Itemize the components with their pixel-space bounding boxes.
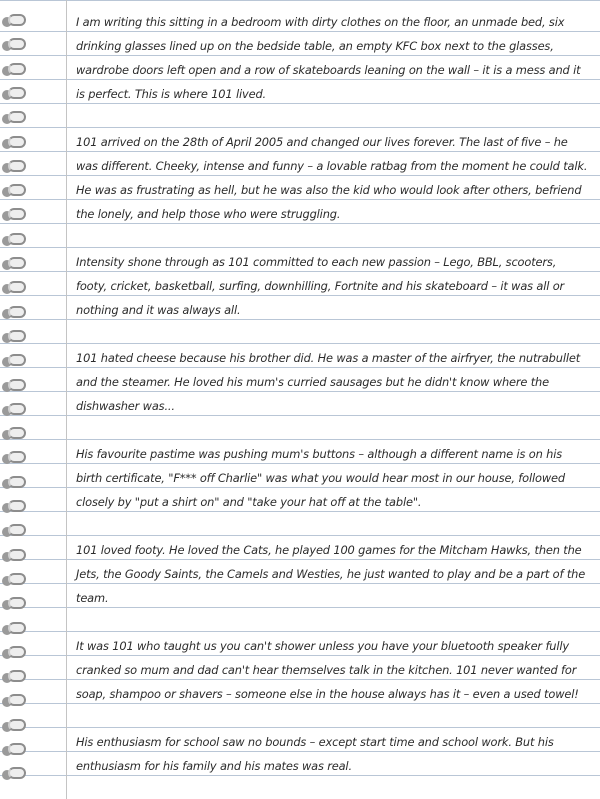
binding-ring [8,670,26,682]
binding-ring [8,500,26,512]
binding-ring [8,208,26,220]
binding-ring [8,403,26,415]
spiral-binding [0,0,30,799]
binding-ring [8,549,26,561]
binding-ring [8,524,26,536]
binding-ring [8,379,26,391]
binding-ring [8,257,26,269]
binding-ring [8,233,26,245]
handwritten-text [76,10,588,799]
binding-ring [8,87,26,99]
paragraph-pastime: His favourite pastime was pushing mum's buttons – although a different name is on his birth certificate, "F*** off Charlie" was what you would hear most in our house, followed closely by "put a shirt on" and "take your hat off at the table". [76,447,565,509]
binding-ring [8,330,26,342]
binding-ring [8,354,26,366]
paragraph-cheese: 101 hated cheese because his brother did. He was a master of the airfryer, the nutrabullet and the steamer. He loved his mum's curried sausages but he didn't know where the dishwasher was... [76,351,581,413]
binding-ring [8,476,26,488]
binding-ring [8,694,26,706]
binding-ring [8,597,26,609]
margin-line [66,0,67,799]
binding-ring [8,451,26,463]
binding-ring [8,427,26,439]
binding-ring [8,767,26,779]
binding-ring [8,38,26,50]
paragraph-school: His enthusiasm for school saw no bounds – except start time and school work. But his enthusiasm for his family and his mates was real. [76,735,554,773]
paragraph-bedroom: I am writing this sitting in a bedroom with dirty clothes on the floor, an unmade bed, six drinking glasses lined up on the bedside table, an empty KFC box next to the glasses, wardrobe doors left open and a row of skateboards leaning on the wall – it is a mess and it is perfect. This is where 101 lived. [76,15,581,101]
binding-ring [8,160,26,172]
binding-ring [8,743,26,755]
binding-ring [8,573,26,585]
paragraph-intensity: Intensity shone through as 101 committed to each new passion – Lego, BBL, scooters, footy, cricket, basketball, surfing, downhilling, Fortnite and his skateboard – it was all or nothing and it was always all. [76,255,565,317]
paragraph-shower: It was 101 who taught us you can't shower unless you have your bluetooth speaker fully cranked so mum and dad can't hear themselves talk in the kitchen. 101 never wanted for soap, shampoo or shavers – someone else in the house always has it – even a used towel! [76,639,579,701]
binding-ring [8,306,26,318]
binding-ring [8,184,26,196]
binding-ring [8,719,26,731]
binding-ring [8,281,26,293]
binding-ring [8,622,26,634]
paragraph-arrival: 101 arrived on the 28th of April 2005 and changed our lives forever. The last of five – he was different. Cheeky, intense and funny – a lovable ratbag from the moment he could talk. He was as frustrating as hell, but he was also the kid who would look after others, befriend the lonely, and help those who were struggling. [76,135,588,221]
binding-ring [8,111,26,123]
binding-ring [8,63,26,75]
paragraph-footy: 101 loved footy. He loved the Cats, he played 100 games for the Mitcham Hawks, then the Jets, the Goody Saints, the Camels and Westies, he just wanted to play and be a part of the team. [76,543,586,605]
binding-ring [8,14,26,26]
binding-ring [8,136,26,148]
binding-ring [8,646,26,658]
